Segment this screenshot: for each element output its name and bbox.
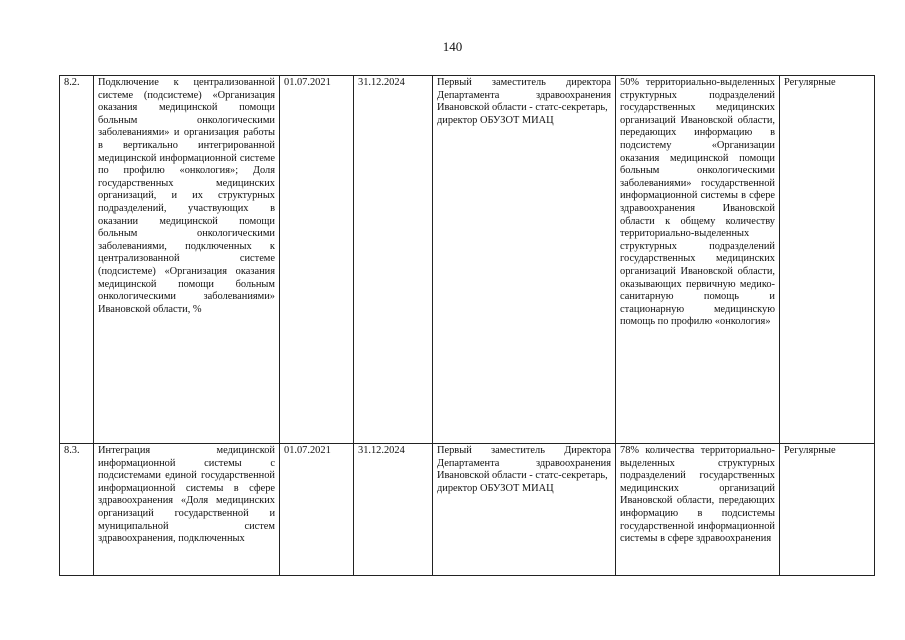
row-number: 8.2. [60,76,94,444]
indicator-text: 50% территориально-выделенных структурных подразделений государственных медицинских организаций Ивановской области, передающих информацию в подсистему «Организации оказания медицинской помощи больным онкологическими заболеваниями» государственной информационной системы в сфере здравоохранения Ивановской области к общему количеству территориально-выделенных структурных подразделений государственных медицинских организаций Ивановской области, оказывающих первичную медико-санитарную помощь и стационарную медицинскую помощь по профилю «онкология» [616,76,780,444]
measure-name [94,444,280,576]
responsible-org: директор ОБУЗОТ МИАЦ [437,482,554,494]
measure-name: Подключение к централизованной системе (подсистеме) «Организация оказания медицинской помощи больным онкологическими заболеваниями» и организация работы в вертикально интегрированной медицинской информационной системе по профилю «онкология»; Доля государственных медицинских организаций, и их структурных подразделений, участвующих в оказании медицинской помощи больным онкологическими заболеваниями, подключенных к централизованной системе (подсистеме) «Организация оказания медицинской помощи больным онкологическими заболеваниями» Ивановской области, % [94,76,280,444]
measure-name-text: Интеграция медицинской информационной системы с подсистемами единой государственной информационной системы в сфере здравоохранения «Доля медицинских организаций государственной и муниципальной систем здравоохранения, подключенных [98,445,275,545]
responsible-position: Первый заместитель Директора Департамента здравоохранения Ивановской области - статс-секретарь, [437,445,611,482]
indicator-text [616,444,780,576]
row-number: 8.3. [60,444,94,576]
end-date: 31.12.2024 [354,444,433,576]
responsible-org: директор ОБУЗОТ МИАЦ [437,114,554,126]
start-date: 01.07.2021 [280,76,354,444]
start-date: 01.07.2021 [280,444,354,576]
indicator-text-content: 78% количества территориально-выделенных структурных подразделений государственных медицинских организаций Ивановской области, передающих информацию в подсистемы государственной информационной системы в сфере здравоохранения [620,445,775,545]
responsible-person [433,444,616,576]
responsible-person [433,76,616,444]
measures-table [59,75,875,576]
periodicity: Регулярные [780,444,875,576]
periodicity: Регулярные [780,76,875,444]
table-row [60,76,875,444]
page-number: 140 [442,39,463,54]
end-date: 31.12.2024 [354,76,433,444]
table-row [60,444,875,576]
responsible-position: Первый заместитель директора Департамента здравоохранения Ивановской области - статс-секретарь, [437,77,611,114]
